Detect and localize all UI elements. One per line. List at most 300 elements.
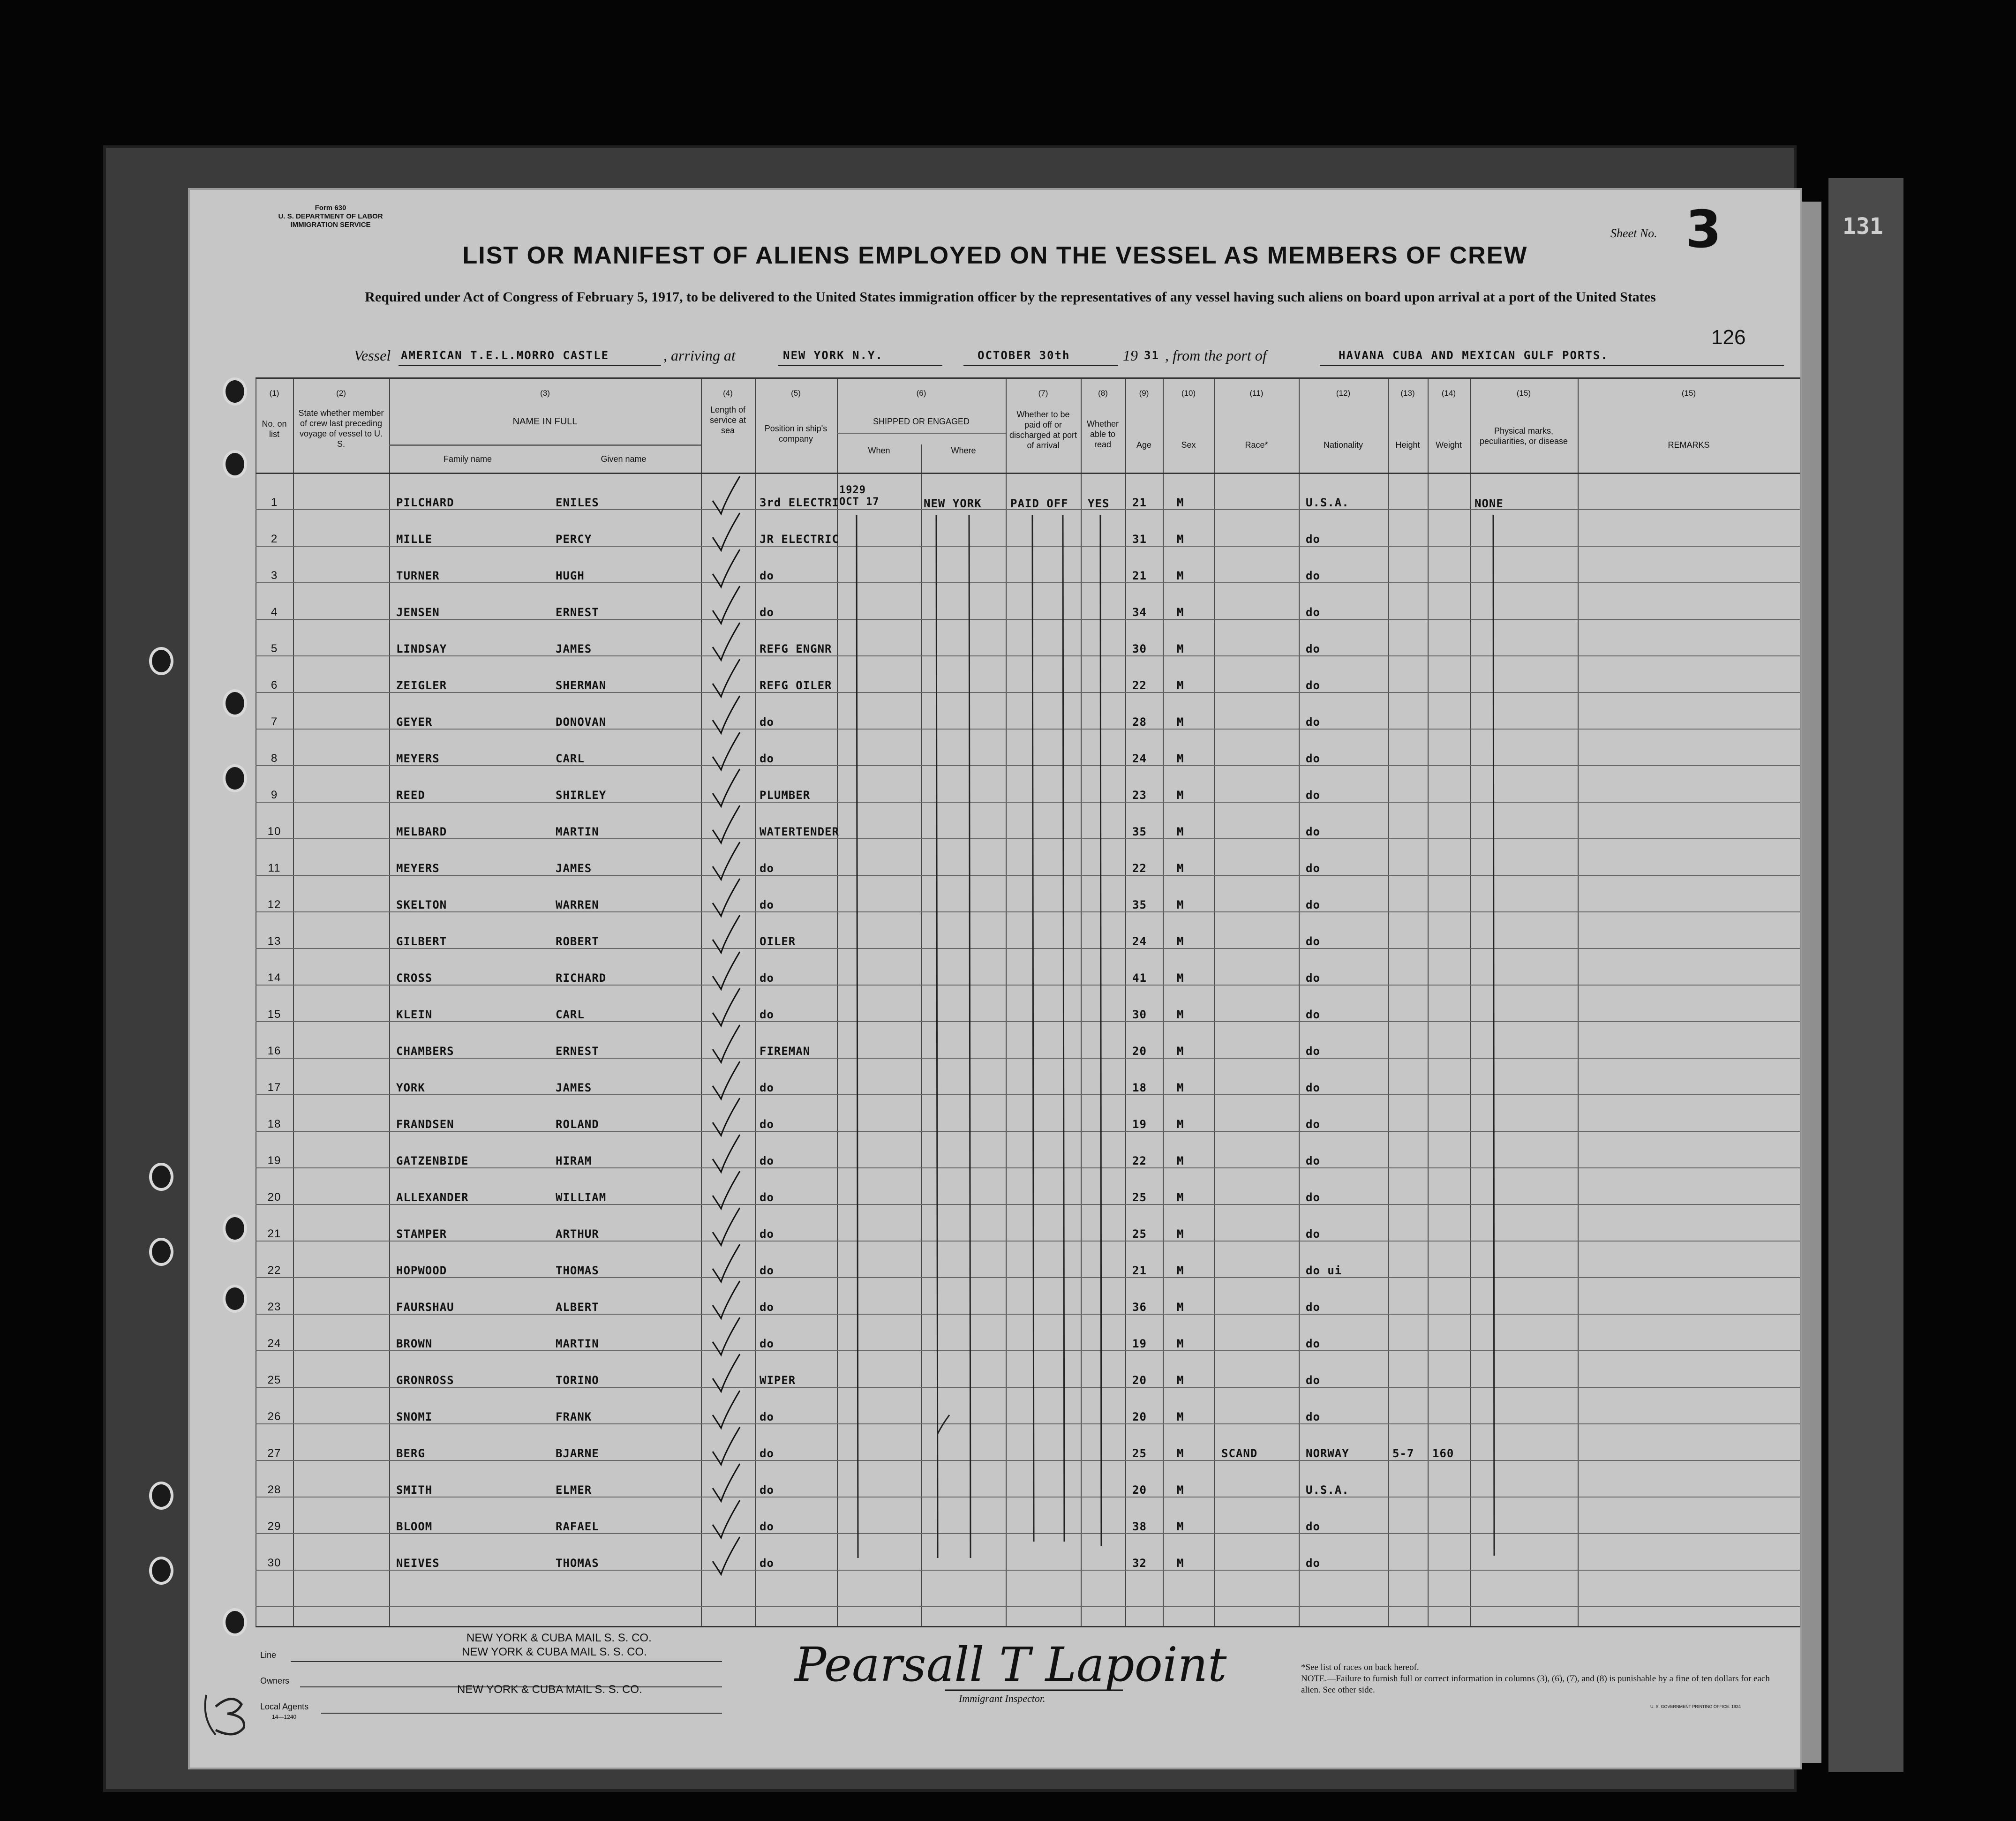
position: REFG OILER: [760, 679, 832, 692]
nationality: do: [1306, 752, 1320, 765]
row-number: 5: [271, 642, 278, 655]
col11-header: Race*: [1245, 440, 1268, 450]
given-name: PERCY: [556, 533, 592, 546]
given-name: ROLAND: [556, 1118, 599, 1131]
age: 31: [1132, 533, 1147, 546]
position: do: [760, 752, 774, 765]
position: do: [760, 1557, 774, 1570]
position: do: [760, 1337, 774, 1350]
age: 22: [1132, 1154, 1147, 1167]
svg-text:Pearsall T Lapoint: Pearsall T Lapoint: [795, 1637, 1227, 1692]
age: 18: [1132, 1081, 1147, 1094]
able-to-read: YES: [1088, 497, 1110, 510]
given-name: JAMES: [556, 862, 592, 875]
sex: M: [1177, 715, 1184, 729]
line-label: Line: [260, 1650, 277, 1660]
nationality: do: [1306, 679, 1320, 692]
sex: M: [1177, 935, 1184, 948]
page-number-stamp: 126: [1711, 326, 1746, 349]
row-number: 3: [271, 569, 278, 582]
given-name: HIRAM: [556, 1154, 592, 1167]
family-name: REED: [396, 789, 425, 802]
check-mark: [703, 1023, 760, 1066]
sheet-number: 3: [1685, 199, 1722, 259]
sex: M: [1177, 642, 1184, 655]
col4-number: (4): [723, 389, 733, 398]
punch-hole: [223, 1608, 247, 1636]
given-name: ERNEST: [556, 606, 599, 619]
sex: M: [1177, 1557, 1184, 1570]
punch-hole: [223, 764, 247, 792]
col14-number: (14): [1441, 389, 1456, 398]
nationality: do: [1306, 898, 1320, 911]
given-name: SHERMAN: [556, 679, 607, 692]
form-number: Form 630: [315, 204, 346, 212]
corner-mark: [204, 1681, 260, 1737]
row-number: 6: [271, 679, 278, 692]
owners-label: Owners: [260, 1676, 290, 1686]
check-mark: [703, 1389, 760, 1431]
nationality: do: [1306, 1045, 1320, 1058]
nationality: do: [1306, 1557, 1320, 1570]
printer-mark: U. S. GOVERNMENT PRINTING OFFICE: 1924: [1650, 1704, 1741, 1709]
row-number: 23: [267, 1301, 281, 1313]
position: do: [760, 1410, 774, 1423]
page-subtitle: Required under Act of Congress of February 5, 1917, to be delivered to the United States immigration officer by the representatives of any vessel having such aliens on board upon arrival at a port of the United States: [365, 289, 1656, 305]
position: do: [760, 1520, 774, 1533]
nationality: U.S.A.: [1306, 1483, 1349, 1497]
row-number: 24: [267, 1337, 281, 1350]
sex: M: [1177, 1520, 1184, 1533]
row-number: 14: [267, 971, 281, 984]
col10-header: Sex: [1181, 440, 1196, 450]
family-name: BLOOM: [396, 1520, 433, 1533]
family-name: PILCHARD: [396, 496, 454, 509]
col8-header: Whether able to read: [1086, 419, 1119, 449]
given-name: ROBERT: [556, 935, 599, 948]
given-name: CARL: [556, 752, 585, 765]
from-port: HAVANA CUBA AND MEXICAN GULF PORTS.: [1339, 349, 1609, 362]
nationality: do: [1306, 1191, 1320, 1204]
line-value: NEW YORK & CUBA MAIL S. S. CO.: [462, 1646, 647, 1658]
family-name: GRONROSS: [396, 1374, 454, 1387]
check-mark: [703, 585, 760, 627]
family-name: ZEIGLER: [396, 679, 447, 692]
family-name: MELBARD: [396, 825, 447, 838]
age: 35: [1132, 825, 1147, 838]
age: 25: [1132, 1191, 1147, 1204]
family-name: GEYER: [396, 715, 433, 729]
row-number: 8: [271, 752, 278, 765]
family-name: LINDSAY: [396, 642, 447, 655]
position: WATERTENDER: [760, 825, 839, 838]
given-name: JAMES: [556, 1081, 592, 1094]
row-number: 28: [267, 1483, 281, 1496]
position: JR ELECTRIC: [760, 533, 839, 546]
punch-hole: [149, 1482, 173, 1510]
given-name: ENILES: [556, 496, 599, 509]
sex: M: [1177, 971, 1184, 985]
position: PLUMBER: [760, 789, 811, 802]
family-name: MEYERS: [396, 752, 440, 765]
col11-number: (11): [1249, 389, 1264, 398]
check-mark: [703, 877, 760, 919]
age: 24: [1132, 935, 1147, 948]
agents-label: Local Agents: [260, 1702, 309, 1711]
family-name: SMITH: [396, 1483, 433, 1497]
inspector-label: Immigrant Inspector.: [959, 1693, 1046, 1704]
age: 22: [1132, 679, 1147, 692]
check-mark: [703, 1097, 760, 1139]
age: 30: [1132, 642, 1147, 655]
check-mark: [703, 1499, 760, 1541]
check-mark: [703, 1206, 760, 1249]
paid-off: PAID OFF: [1010, 497, 1068, 510]
sex: M: [1177, 679, 1184, 692]
physical-marks: NONE: [1474, 497, 1504, 510]
sex: M: [1177, 1301, 1184, 1314]
position: do: [760, 1191, 774, 1204]
punch-hole: [223, 1214, 247, 1242]
col13-number: (13): [1400, 389, 1415, 398]
year-suffix: 31: [1144, 349, 1159, 362]
position: do: [760, 1483, 774, 1497]
age: 38: [1132, 1520, 1147, 1533]
col16-number: (15): [1681, 389, 1696, 398]
check-mark: [703, 1426, 760, 1468]
row-number: 2: [271, 533, 278, 545]
arrival-date: OCTOBER 30th: [978, 349, 1070, 362]
position: do: [760, 569, 774, 582]
age: 20: [1132, 1410, 1147, 1423]
position: OILER: [760, 935, 796, 948]
from-label: , from the port of: [1165, 347, 1267, 364]
check-mark: [703, 658, 760, 700]
nationality: do: [1306, 862, 1320, 875]
row-number: 15: [267, 1008, 281, 1021]
penalty-note: NOTE.—Failure to furnish full or correct information in columns (3), (6), (7), and (8) is punishable by a fine of ten dollars for each alien. See other side.: [1301, 1674, 1770, 1695]
nationality: do: [1306, 935, 1320, 948]
shipped-when: OCT 17: [839, 496, 880, 508]
nationality: do: [1306, 1008, 1320, 1021]
line-stamp: NEW YORK & CUBA MAIL S. S. CO.: [466, 1632, 652, 1644]
sex: M: [1177, 789, 1184, 802]
col9-number: (9): [1139, 389, 1149, 398]
col16-header: REMARKS: [1668, 440, 1710, 450]
punch-hole: [149, 647, 173, 675]
punch-hole: [223, 689, 247, 717]
nationality: do: [1306, 825, 1320, 838]
position: do: [760, 1301, 774, 1314]
age: 25: [1132, 1227, 1147, 1241]
family-name: KLEIN: [396, 1008, 433, 1021]
col3-number: (3): [540, 389, 550, 398]
col2-number: (2): [336, 389, 346, 398]
check-mark: [703, 731, 760, 773]
given-name: THOMAS: [556, 1264, 599, 1277]
nationality: do: [1306, 1227, 1320, 1241]
family-name: CHAMBERS: [396, 1045, 454, 1058]
sheet-label: Sheet No.: [1610, 226, 1657, 240]
agents-value: NEW YORK & CUBA MAIL S. S. CO.: [457, 1683, 642, 1696]
sex: M: [1177, 1447, 1184, 1460]
family-name: NEIVES: [396, 1557, 440, 1570]
nationality: do: [1306, 1154, 1320, 1167]
check-mark: [703, 841, 760, 883]
row-number: 25: [267, 1374, 281, 1386]
inspector-signature: [785, 1629, 1254, 1700]
col13-header: Height: [1395, 440, 1420, 450]
col6b-header: Where: [951, 446, 976, 455]
race: SCAND: [1221, 1447, 1258, 1460]
age: 22: [1132, 862, 1147, 875]
col5-number: (5): [791, 389, 801, 398]
age: 30: [1132, 1008, 1147, 1021]
col4-header: Length of service at sea: [709, 405, 746, 435]
given-name: THOMAS: [556, 1557, 599, 1570]
nationality: do: [1306, 1374, 1320, 1387]
col2-header: State whether member of crew last preceding voyage of vessel to U. S.: [298, 408, 384, 449]
check-mark: [703, 1316, 760, 1358]
family-name: BERG: [396, 1447, 425, 1460]
check-mark: [703, 548, 760, 590]
row-number: 20: [267, 1191, 281, 1204]
nationality: do: [1306, 1410, 1320, 1423]
check-mark: [703, 1060, 760, 1102]
sex: M: [1177, 1008, 1184, 1021]
manifest-page: [190, 190, 1800, 1768]
vessel-label: Vessel: [354, 347, 391, 364]
nationality: U.S.A.: [1306, 496, 1349, 509]
family-name: JENSEN: [396, 606, 440, 619]
nationality: do: [1306, 533, 1320, 546]
department: U. S. DEPARTMENT OF LABOR: [278, 212, 383, 220]
age: 36: [1132, 1301, 1147, 1314]
col3-header: NAME IN FULL: [512, 416, 578, 427]
col15-header: Physical marks, peculiarities, or disease: [1479, 426, 1568, 446]
position: do: [760, 606, 774, 619]
check-mark: [703, 1243, 760, 1285]
row-number: 4: [271, 606, 278, 618]
row-number: 1: [271, 496, 278, 509]
position: do: [760, 715, 774, 729]
given-name: DONOVAN: [556, 715, 607, 729]
family-name: GILBERT: [396, 935, 447, 948]
col6a-header: When: [868, 446, 890, 455]
position: do: [760, 862, 774, 875]
race-note: *See list of races on back hereof.: [1301, 1663, 1419, 1672]
given-name: TORINO: [556, 1374, 599, 1387]
check-mark: [703, 512, 760, 554]
sex: M: [1177, 1227, 1184, 1241]
position: 3rd ELECTRI: [760, 496, 839, 509]
position: do: [760, 1118, 774, 1131]
nationality: do: [1306, 715, 1320, 729]
col8-number: (8): [1098, 389, 1108, 398]
given-name: MARTIN: [556, 1337, 599, 1350]
shipped-year: 1929: [839, 484, 866, 496]
position: do: [760, 1008, 774, 1021]
sex: M: [1177, 752, 1184, 765]
sex: M: [1177, 569, 1184, 582]
position: WIPER: [760, 1374, 796, 1387]
age: 41: [1132, 971, 1147, 985]
given-name: FRANK: [556, 1410, 592, 1423]
age: 35: [1132, 898, 1147, 911]
nationality: do: [1306, 1520, 1320, 1533]
nationality: do ui: [1306, 1264, 1342, 1277]
col7-number: (7): [1038, 389, 1048, 398]
family-name: HOPWOOD: [396, 1264, 447, 1277]
row-number: 9: [271, 789, 278, 801]
family-name: MILLE: [396, 533, 433, 546]
sex: M: [1177, 1374, 1184, 1387]
form-info: [260, 204, 401, 229]
position: do: [760, 1081, 774, 1094]
row-number: 18: [267, 1118, 281, 1130]
nationality: do: [1306, 1337, 1320, 1350]
col6-number: (6): [916, 389, 926, 398]
row-number: 16: [267, 1045, 281, 1057]
check-mark: [703, 1462, 760, 1505]
punch-hole: [223, 377, 247, 406]
side-number: 131: [1843, 213, 1883, 240]
row-number: 11: [268, 862, 281, 874]
sex: M: [1177, 1337, 1184, 1350]
given-name: RICHARD: [556, 971, 607, 985]
arriving-label: , arriving at: [663, 347, 736, 364]
row-number: 17: [267, 1081, 281, 1094]
vessel-name: AMERICAN T.E.L.MORRO CASTLE: [401, 349, 609, 362]
col1-header: No. on list: [262, 419, 287, 439]
row-number: 19: [267, 1154, 281, 1167]
nationality: do: [1306, 606, 1320, 619]
position: do: [760, 971, 774, 985]
given-name: ERNEST: [556, 1045, 599, 1058]
given-name: ELMER: [556, 1483, 592, 1497]
age: 20: [1132, 1374, 1147, 1387]
nationality: do: [1306, 1081, 1320, 1094]
given-name: ARTHUR: [556, 1227, 599, 1241]
check-mark: [703, 1353, 760, 1395]
position: do: [760, 1227, 774, 1241]
col5-header: Position in ship's company: [764, 424, 827, 444]
check-mark: [703, 987, 760, 1029]
sex: M: [1177, 1154, 1184, 1167]
check-mark: [703, 1535, 760, 1578]
check-mark: [703, 950, 760, 993]
check-mark: [703, 1133, 760, 1175]
position: REFG ENGNR: [760, 642, 832, 655]
crew-table: [256, 377, 1800, 1627]
col10-number: (10): [1181, 389, 1196, 398]
punch-hole: [149, 1163, 173, 1191]
age: 20: [1132, 1045, 1147, 1058]
check-mark: [703, 475, 760, 517]
row-number: 12: [267, 898, 281, 911]
footer-note: [1301, 1662, 1770, 1696]
binder-edge: [1828, 178, 1903, 1772]
age: 24: [1132, 752, 1147, 765]
col15-number: (15): [1516, 389, 1531, 398]
sex: M: [1177, 1191, 1184, 1204]
shipped-where: NEW YORK: [924, 497, 982, 510]
col12-header: Nationality: [1323, 440, 1363, 450]
given-name: JAMES: [556, 642, 592, 655]
sex: M: [1177, 606, 1184, 619]
given-name: CARL: [556, 1008, 585, 1021]
age: 21: [1132, 496, 1147, 509]
family-name: STAMPER: [396, 1227, 447, 1241]
punch-hole: [223, 450, 247, 478]
family-name: CROSS: [396, 971, 433, 985]
arrival-port: NEW YORK N.Y.: [783, 349, 883, 362]
row-number: 27: [267, 1447, 281, 1460]
family-name: FRANDSEN: [396, 1118, 454, 1131]
age: 32: [1132, 1557, 1147, 1570]
punch-hole: [149, 1238, 173, 1266]
age: 28: [1132, 715, 1147, 729]
punch-hole: [149, 1557, 173, 1585]
row-number: 7: [271, 715, 278, 728]
family-name: BROWN: [396, 1337, 433, 1350]
footer-stamp-code: 14—1240: [272, 1714, 297, 1720]
punch-hole: [223, 1285, 247, 1313]
row-number: 29: [267, 1520, 281, 1533]
nationality: do: [1306, 1118, 1320, 1131]
family-name: ALLEXANDER: [396, 1191, 469, 1204]
age: 19: [1132, 1118, 1147, 1131]
position: FIREMAN: [760, 1045, 811, 1058]
nationality: do: [1306, 1301, 1320, 1314]
ditto-lines: [256, 379, 1800, 1626]
position: do: [760, 1154, 774, 1167]
page-title: LIST OR MANIFEST OF ALIENS EMPLOYED ON THE VESSEL AS MEMBERS OF CREW: [462, 242, 1528, 269]
nationality: do: [1306, 642, 1320, 655]
age: 20: [1132, 1483, 1147, 1497]
check-mark: [703, 914, 760, 956]
given-name: WILLIAM: [556, 1191, 607, 1204]
given-name: SHIRLEY: [556, 789, 607, 802]
family-name: SKELTON: [396, 898, 447, 911]
sex: M: [1177, 825, 1184, 838]
weight: 160: [1432, 1447, 1454, 1460]
nationality: do: [1306, 971, 1320, 985]
given-name: MARTIN: [556, 825, 599, 838]
given-name: BJARNE: [556, 1447, 599, 1460]
check-mark: [703, 621, 760, 663]
row-number: 22: [267, 1264, 281, 1277]
col9-header: Age: [1136, 440, 1152, 450]
sex: M: [1177, 1045, 1184, 1058]
family-name: GATZENBIDE: [396, 1154, 469, 1167]
sex: M: [1177, 533, 1184, 546]
sex: M: [1177, 898, 1184, 911]
check-mark: [703, 1170, 760, 1212]
age: 21: [1132, 569, 1147, 582]
position: do: [760, 1264, 774, 1277]
nationality: do: [1306, 789, 1320, 802]
col7-header: Whether to be paid off or discharged at port of arrival: [1009, 410, 1077, 450]
check-mark: [703, 768, 760, 810]
check-mark: [703, 694, 760, 737]
col3b-header: Given name: [601, 454, 647, 464]
sex: M: [1177, 862, 1184, 875]
sex: M: [1177, 1118, 1184, 1131]
age: 19: [1132, 1337, 1147, 1350]
given-name: ALBERT: [556, 1301, 599, 1314]
row-number: 26: [267, 1410, 281, 1423]
